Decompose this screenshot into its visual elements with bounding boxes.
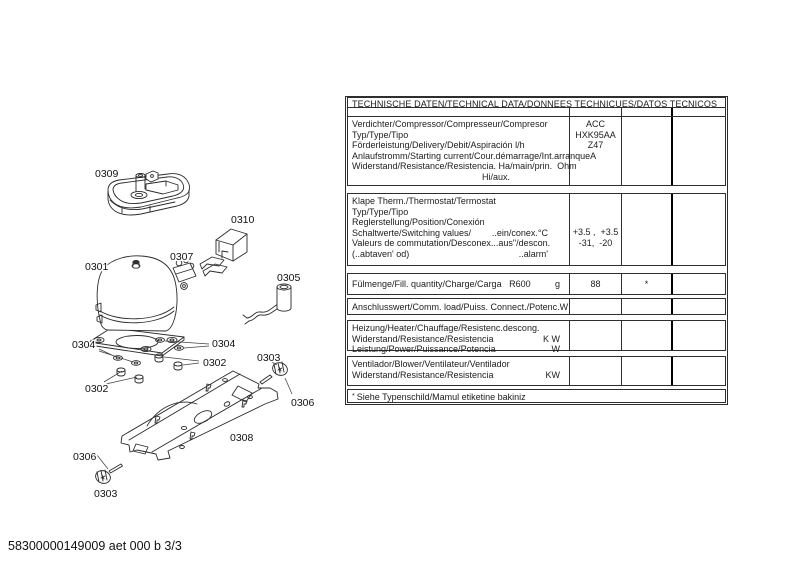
technical-data-table <box>345 96 728 405</box>
compressor-type-value-1: ACC <box>585 119 605 129</box>
part-label-0306-bottom: 0306 <box>73 451 97 463</box>
part-label-0306-right: 0306 <box>291 397 315 409</box>
aux-winding-label: Hi/aux. <box>482 171 511 182</box>
cut-in-values: +3.5 , +3.5 <box>572 227 619 237</box>
charge-value: 88 <box>570 274 622 294</box>
table-spacer-row <box>347 107 726 117</box>
thermostat-row-label: Klape Therm./Thermostat/Termostat <box>352 196 496 206</box>
relay-cover-drawing <box>216 229 247 261</box>
mounting-rail-drawing <box>121 371 278 460</box>
mount-screw-right-drawing <box>260 361 289 384</box>
charge-footnote-ref: * <box>622 274 673 294</box>
section-refrigerant-charge <box>347 273 726 295</box>
part-label-0304-right: 0304 <box>212 338 236 350</box>
part-label-0302-left: 0302 <box>85 383 109 395</box>
part-label-0310: 0310 <box>231 214 255 226</box>
fan-resistance-label: Widerstand/Resistance/Resistencia <box>352 369 494 380</box>
clip-bracket-drawing <box>200 257 227 276</box>
connected-load-label: Anschlusswert/Comm. load/Puiss. Connect./Potenc. <box>352 302 560 312</box>
section-heater <box>347 320 726 354</box>
spacer-cell-1 <box>570 108 622 116</box>
fill-quantity-label: Fülmenge/Fill. quantity/Charge/Carga R600 <box>352 279 531 289</box>
position-row-label: Reglerstellung/Position/Conexión <box>352 217 485 227</box>
part-label-0304-left: 0304 <box>72 339 96 351</box>
section-connected-load <box>347 298 726 315</box>
commutation-values-label: Valeurs de commutation/Desconex. <box>352 238 494 248</box>
spacer-cell-2 <box>622 108 673 116</box>
section-thermostat <box>347 193 726 266</box>
footnote-text: Siehe Typenschild/Mamul etiketine bakiniz <box>356 392 526 402</box>
fan-row-label: Ventilador/Blower/Ventilateur/Ventilador <box>352 359 510 369</box>
heater-resistance-label: Widerstand/Resistance/Resistencia <box>352 333 494 344</box>
unit-kw-fan: KW <box>545 369 560 380</box>
compressor-type-value-2: HXK95AA <box>575 129 616 140</box>
defrost-label: (..abtaven' od) <box>352 248 410 259</box>
table-title: TECHNISCHE DATEN/TECHNICAL DATA/DONNEES TECHNICUES/DATOS TECNICOS <box>347 97 726 108</box>
section-fan <box>347 356 726 386</box>
part-label-0307: 0307 <box>170 251 194 263</box>
cut-out-values: -31, -20 <box>578 237 613 248</box>
part-label-0301: 0301 <box>85 261 109 273</box>
heater-power-label: Leistung/Power/Puissance/Potencia <box>352 344 496 354</box>
unit-gram: g <box>554 279 560 289</box>
switching-values-label: Schaltwerte/Switching values/ <box>352 227 472 238</box>
unit-alarm: ..alarm' <box>518 248 548 259</box>
part-label-0303-bottom: 0303 <box>94 488 118 500</box>
heater-row-label: Heizung/Heater/Chauffage/Resistenc.descong. <box>352 323 540 333</box>
spacer-cell-3 <box>673 108 725 116</box>
unit-ampere: A <box>590 150 597 161</box>
unit-watt: W <box>559 302 569 312</box>
starting-current-row-label: Anlaufstromm/Starting current/Cour.démarrage/Int.arranque <box>352 150 591 161</box>
capacitor-drawing <box>243 284 291 324</box>
unit-cut-in: ..ein/conex.°C <box>491 227 548 238</box>
part-label-0309: 0309 <box>95 168 119 180</box>
section-compressor <box>347 116 726 186</box>
table-footnote <box>347 389 726 403</box>
drip-tray-drawing <box>108 171 190 215</box>
compressor-row-label: Verdichter/Compressor/Compresseur/Compresor <box>352 119 548 129</box>
footnote-asterisk: * <box>352 393 355 400</box>
part-label-0302-right: 0302 <box>203 357 227 369</box>
unit-kw-heater: K W <box>543 333 560 344</box>
part-label-0308: 0308 <box>230 432 254 444</box>
unit-watt-heater: W <box>551 344 560 354</box>
grommets-drawing <box>117 354 182 383</box>
part-label-0305: 0305 <box>277 272 301 284</box>
compressor-type-value-3: Z47 <box>587 140 604 150</box>
delivery-row-label: Förderleistung/Delivery/Debit/Aspiración l/h <box>352 140 525 150</box>
unit-cut-out: ..aus"/descon. <box>493 238 551 248</box>
thermostat-type-label: Typ/Type/Tipo <box>352 206 409 217</box>
mount-screw-bottom-drawing <box>94 464 123 485</box>
resistance-row-label: Widerstand/Resistance/Resistencia. Ha/main/prin. Ohm <box>352 161 577 171</box>
part-label-0303-right: 0303 <box>257 352 281 364</box>
type-row-label: Typ/Type/Tipo <box>352 129 409 140</box>
spacer-cell-desc <box>348 108 570 116</box>
document-number: 58300000149009 aet 000 b 3/3 <box>8 539 182 553</box>
